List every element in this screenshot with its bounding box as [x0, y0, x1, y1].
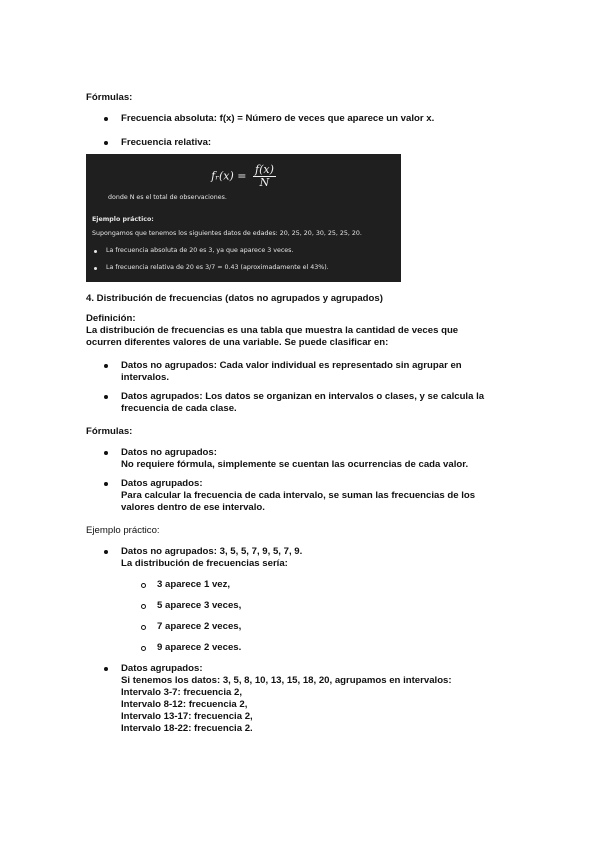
bullet-icon: [104, 667, 108, 671]
example-ungrouped-line: Datos no agrupados: 3, 5, 5, 7, 9, 5, 7, 9.: [121, 546, 303, 557]
formula-lhs: fᵣ(x) =: [211, 169, 247, 183]
embedded-screenshot: [86, 154, 401, 282]
bullet-icon: [104, 550, 108, 554]
formula2-item-title: Datos no agrupados:: [121, 447, 217, 458]
relative-frequency-formula: [86, 164, 401, 189]
example-ungrouped-line: La distribución de frecuencias sería:: [121, 558, 288, 569]
classification-item-cont: frecuencia de cada clase.: [121, 403, 237, 414]
example-sub-item: 7 aparece 2 veces,: [157, 621, 242, 632]
formula2-item-text: Para calcular la frecuencia de cada intervalo, se suman las frecuencias de los: [121, 490, 476, 501]
classification-item: Datos no agrupados: Cada valor individual es representado sin agrupar en: [121, 360, 462, 371]
bullet-icon: [104, 482, 108, 486]
example-grouped-line: Intervalo 18-22: frecuencia 2.: [121, 723, 253, 734]
formula-item-relative: Frecuencia relativa:: [121, 137, 212, 148]
example-heading: Ejemplo práctico:: [86, 525, 160, 536]
formula-denominator: N: [259, 176, 270, 189]
formulas2-heading: Fórmulas:: [86, 426, 133, 437]
example-sub-item: 5 aparece 3 veces,: [157, 600, 242, 611]
sub-bullet-icon: [141, 604, 146, 609]
example-grouped-line: Intervalo 3-7: frecuencia 2,: [121, 687, 243, 698]
bullet-icon: [104, 395, 108, 399]
bullet-icon: [104, 364, 108, 368]
bullet-icon: [94, 267, 97, 270]
bullet-icon: [94, 250, 97, 253]
embedded-bullet-2: La frecuencia relativa de 20 es 3/7 = 0.43 (aproximadamente el 43%).: [106, 264, 329, 271]
formula2-item-text: No requiere fórmula, simplemente se cuentan las ocurrencias de cada valor.: [121, 459, 469, 470]
embedded-example-intro: Supongamos que tenemos los siguientes datos de edades: 20, 25, 20, 30, 25, 25, 20.: [92, 230, 362, 237]
formula-fraction: [253, 164, 276, 189]
where-text: donde N es el total de observaciones.: [108, 194, 227, 201]
sub-bullet-icon: [141, 625, 146, 630]
section-title: 4. Distribución de frecuencias (datos no agrupados y agrupados): [86, 293, 383, 304]
classification-item-cont: intervalos.: [121, 372, 169, 383]
example-sub-item: 3 aparece 1 vez,: [157, 579, 231, 590]
example-grouped-line: Intervalo 8-12: frecuencia 2,: [121, 699, 248, 710]
bullet-icon: [104, 141, 108, 145]
classification-item: Datos agrupados: Los datos se organizan en intervalos o clases, y se calcula la: [121, 391, 485, 402]
formula2-item-title: Datos agrupados:: [121, 478, 203, 489]
example-grouped-line: Datos agrupados:: [121, 663, 203, 674]
sub-bullet-icon: [141, 583, 146, 588]
sub-bullet-icon: [141, 646, 146, 651]
formula2-item-text: valores dentro de ese intervalo.: [121, 502, 265, 513]
example-grouped-line: Intervalo 13-17: frecuencia 2,: [121, 711, 253, 722]
embedded-example-heading: Ejemplo práctico:: [92, 216, 154, 223]
definition-heading: Definición:: [86, 313, 136, 324]
example-sub-item: 9 aparece 2 veces.: [157, 642, 242, 653]
bullet-icon: [104, 117, 108, 121]
embedded-bullet-1: La frecuencia absoluta de 20 es 3, ya que aparece 3 veces.: [106, 247, 294, 254]
formula-numerator: f(x): [255, 163, 274, 176]
bullet-icon: [104, 451, 108, 455]
definition-line: La distribución de frecuencias es una tabla que muestra la cantidad de veces que: [86, 325, 459, 336]
definition-line: ocurren diferentes valores de una variable. Se puede clasificar en:: [86, 337, 389, 348]
formula-item-absolute: Frecuencia absoluta: f(x) = Número de veces que aparece un valor x.: [121, 113, 435, 124]
example-grouped-line: Si tenemos los datos: 3, 5, 8, 10, 13, 15, 18, 20, agrupamos en intervalos:: [121, 675, 452, 686]
formulas-heading: Fórmulas:: [86, 92, 133, 103]
